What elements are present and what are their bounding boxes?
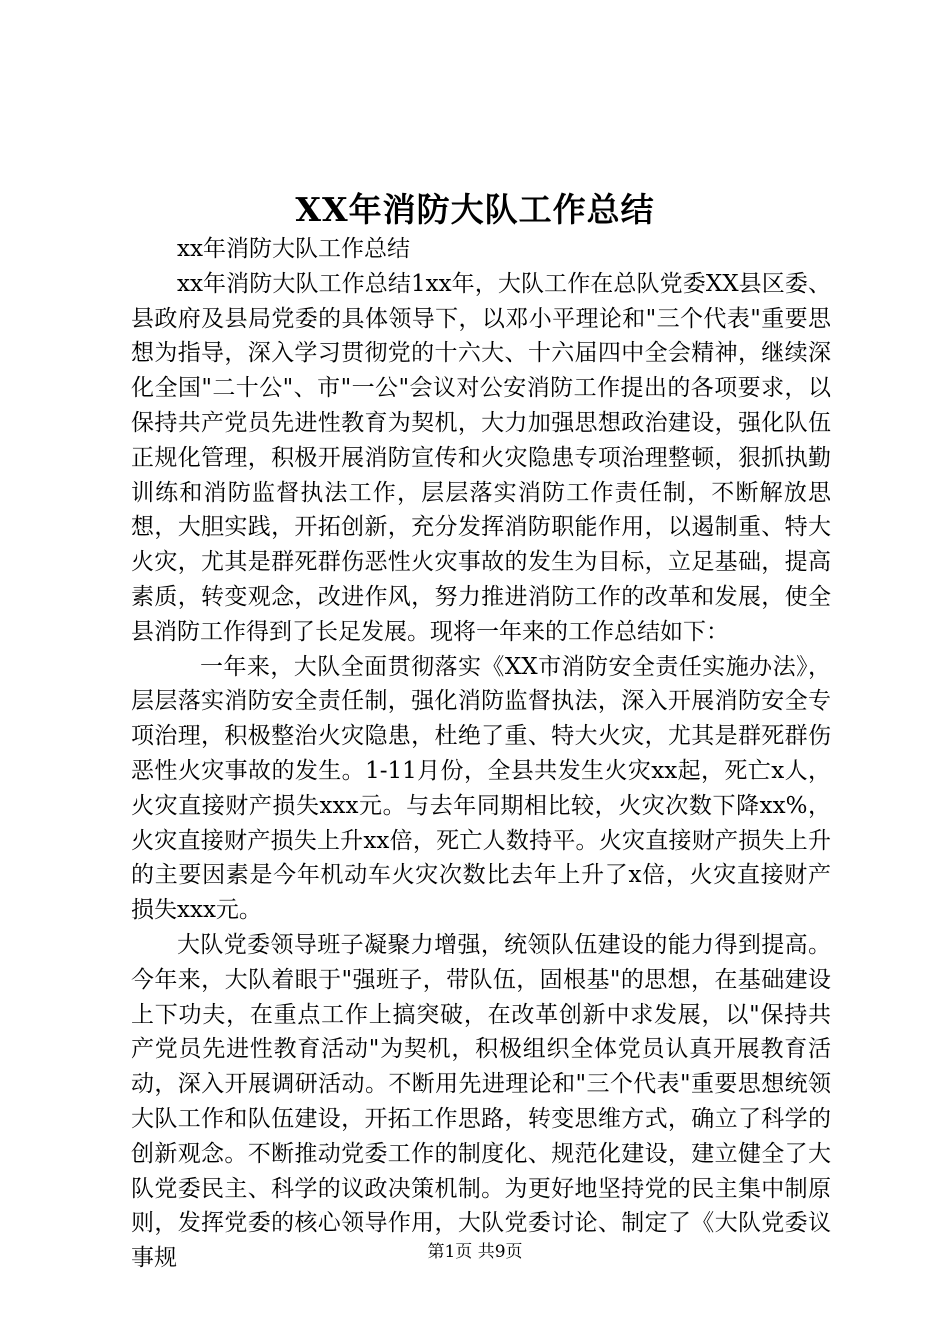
page-footer: 第1页 共9页 — [427, 1242, 523, 1262]
body-paragraph: xx年消防大队工作总结1xx年，大队工作在总队党委XX县区委、县政府及县局党委的具体领导下，以邓小平理论和"三个代表"重要思想为指导，深入学习贯彻党的十六大、十六届四中全会精神，继续深化全国"二十公"、市"一公"会议对公安消防工作提出的各项要求，以保持共产党员先进性教育为契机，大力加强思想政治建设，强化队伍正规化管理，积极开展消防宣传和火灾隐患专项治理整顿，狠抓执勤训练和消防监督执法工作，层层落实消防工作责任制，不断解放思想，大胆实践，开拓创新，充分发挥消防职能作用，以遏制重、特大火灾，尤其是群死群伤恶性火灾事故的发生为目标，立足基础，提高素质，转变观念，改进作风，努力推进消防工作的改革和发展，使全县消防工作得到了长足发展。现将一年来的工作总结如下： — [131, 270, 831, 645]
document-body — [131, 232, 831, 1276]
document-title: XX年消防大队工作总结 — [295, 190, 655, 229]
subtitle-paragraph: xx年消防大队工作总结 — [177, 236, 410, 262]
body-paragraph: 一年来，大队全面贯彻落实《XX市消防安全责任实施办法》，层层落实消防安全责任制，强化消防监督执法，深入开展消防安全专项治理，积极整治火灾隐患，杜绝了重、特大火灾，尤其是群死群伤恶性火灾事故的发生。1-11月份，全县共发生火灾xx起，死亡x人，火灾直接财产损失xxx元。与去年同期相比较，火灾次数下降xx%，火灾直接财产损失上升xx倍，死亡人数持平。火灾直接财产损失上升的主要因素是今年机动车火灾次数比去年上升了x倍，火灾直接财产损失xxx元。 — [131, 653, 831, 924]
body-paragraph: 大队党委领导班子凝聚力增强，统领队伍建设的能力得到提高。今年来，大队着眼于"强班子，带队伍，固根基"的思想，在基础建设上下功夫，在重点工作上搞突破，在改革创新中求发展，以"保持共产党员先进性教育活动"为契机，积极组织全体党员认真开展教育活动，深入开展调研活动。不断用先进理论和"三个代表"重要思想统领大队工作和队伍建设，开拓工作思路，转变思维方式，确立了科学的创新观念。不断推动党委工作的制度化、规范化建设，建立健全了大队党委民主、科学的议政决策机制。为更好地坚持党的民主集中制原则，发挥党委的核心领导作用，大队党委讨论、制定了《大队党委议事规 — [131, 931, 831, 1272]
